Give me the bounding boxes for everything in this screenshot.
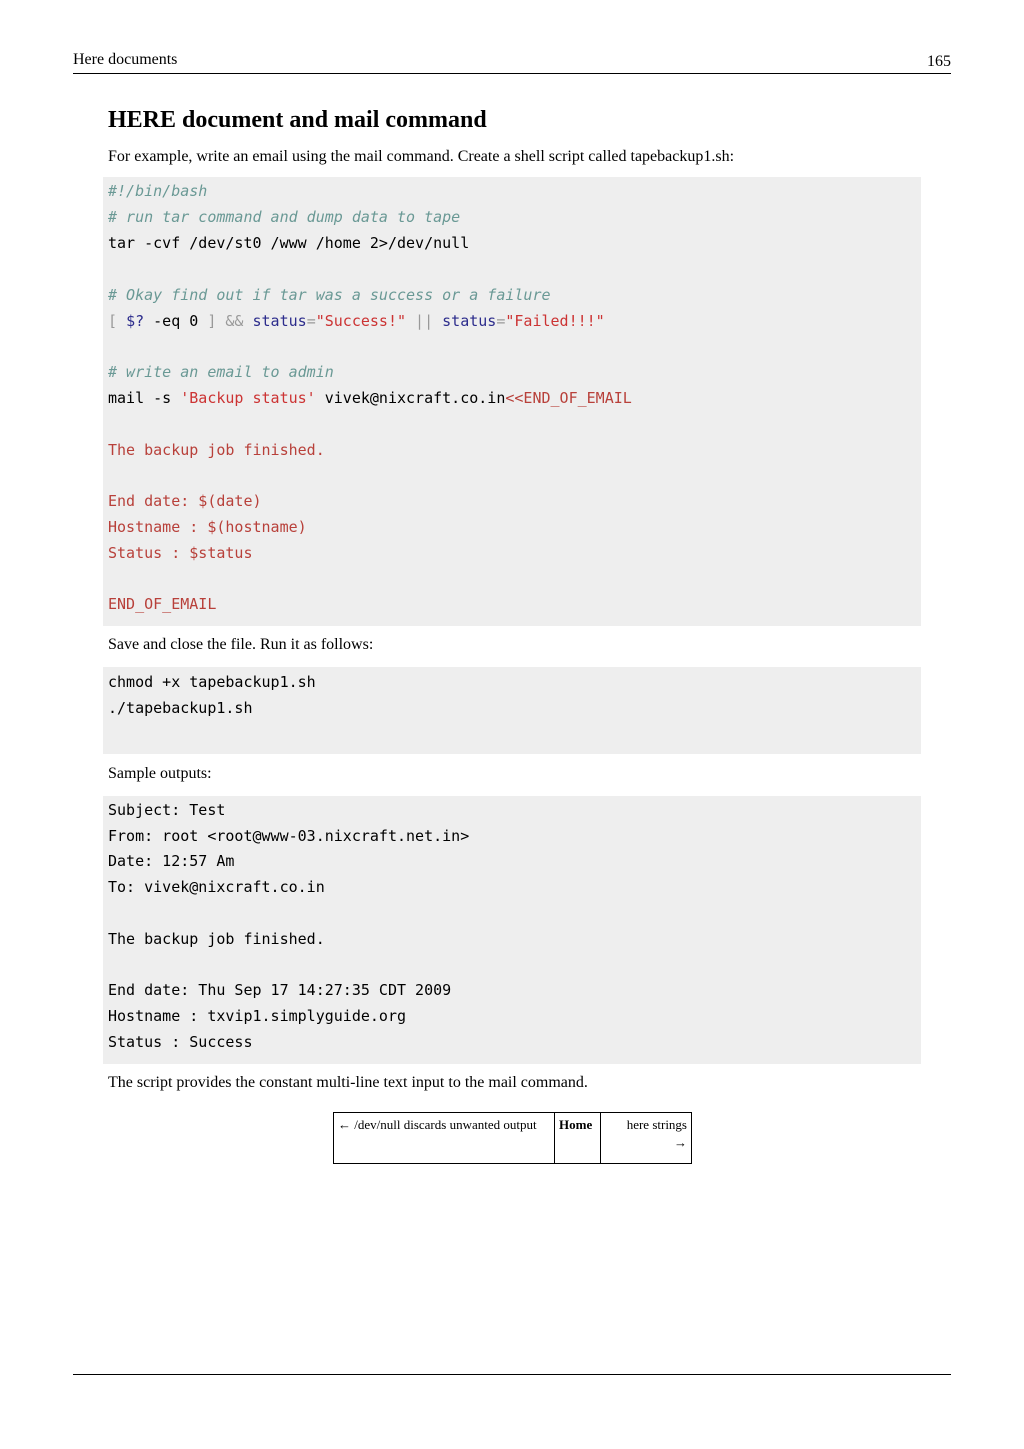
code-line: Hostname : txvip1.simplyguide.org [108,1007,407,1025]
code-token: status [252,312,307,330]
code-token: vivek@nixcraft.co.in [315,389,506,407]
code-line: End date: Thu Sep 17 14:27:35 CDT 2009 [108,981,452,999]
code-token: ] && [207,312,253,330]
code-line: From: root <root@www-03.nixcraft.net.in> [108,827,470,845]
code-token: = [496,312,506,330]
code-line [108,388,632,408]
code-line: END_OF_EMAIL [108,595,217,613]
main-content [108,104,921,168]
intro-paragraph: For example, write an email using the mail command. Create a shell script called tapebackup1.sh: [108,148,735,165]
code-line: chmod +x tapebackup1.sh [108,673,316,691]
code-line: Subject: Test [108,801,226,819]
sample-paragraph: Sample outputs: [108,765,212,782]
code-line: #!/bin/bash [108,182,208,200]
code-token: <<END_OF_EMAIL [505,389,632,407]
code-token: || [406,312,443,330]
code-token: 'Backup status' [180,389,316,407]
footer-rule [73,1374,951,1375]
script-code-block [103,177,921,626]
code-token: [ [108,312,127,330]
code-token: $? [126,312,145,330]
right-arrow-icon: → [674,1135,687,1150]
code-line: End date: $(date) [108,492,262,510]
code-token: = [306,312,316,330]
code-line: Hostname : $(hostname) [108,518,307,536]
code-line: Status : $status [108,544,253,562]
code-line: tar -cvf /dev/st0 /www /home 2>/dev/null [108,234,470,252]
code-line: # write an email to admin [108,363,334,381]
code-line [108,311,605,331]
code-token: "Success!" [315,312,407,330]
code-line: Status : Success [108,1033,253,1051]
code-token: "Failed!!!" [505,312,605,330]
next-link-label: here strings [626,1117,687,1132]
running-title: Here documents [73,51,178,68]
code-line: ./tapebackup1.sh [108,699,253,717]
code-token: -eq 0 [144,312,208,330]
code-token: status [442,312,497,330]
navigation-table [333,1112,692,1164]
closing-paragraph: The script provides the constant multi-line text input to the mail command. [108,1074,588,1091]
code-token: mail -s [108,389,181,407]
running-header [73,50,951,74]
page-number: 165 [927,53,951,70]
section-title: HERE document and mail command [108,107,487,133]
save-paragraph: Save and close the file. Run it as follows: [108,636,374,653]
next-link[interactable] [601,1113,692,1164]
code-line: To: vivek@nixcraft.co.in [108,878,325,896]
home-link[interactable]: Home [555,1113,601,1164]
code-line: The backup job finished. [108,441,325,459]
code-line: # run tar command and dump data to tape [108,208,461,226]
prev-link[interactable]: ← /dev/null discards unwanted output [334,1113,555,1164]
code-line: Date: 12:57 Am [108,852,235,870]
code-line: # Okay find out if tar was a success or a failure [108,286,551,304]
run-code-block [103,667,921,754]
output-code-block [103,796,921,1064]
code-line: The backup job finished. [108,930,325,948]
